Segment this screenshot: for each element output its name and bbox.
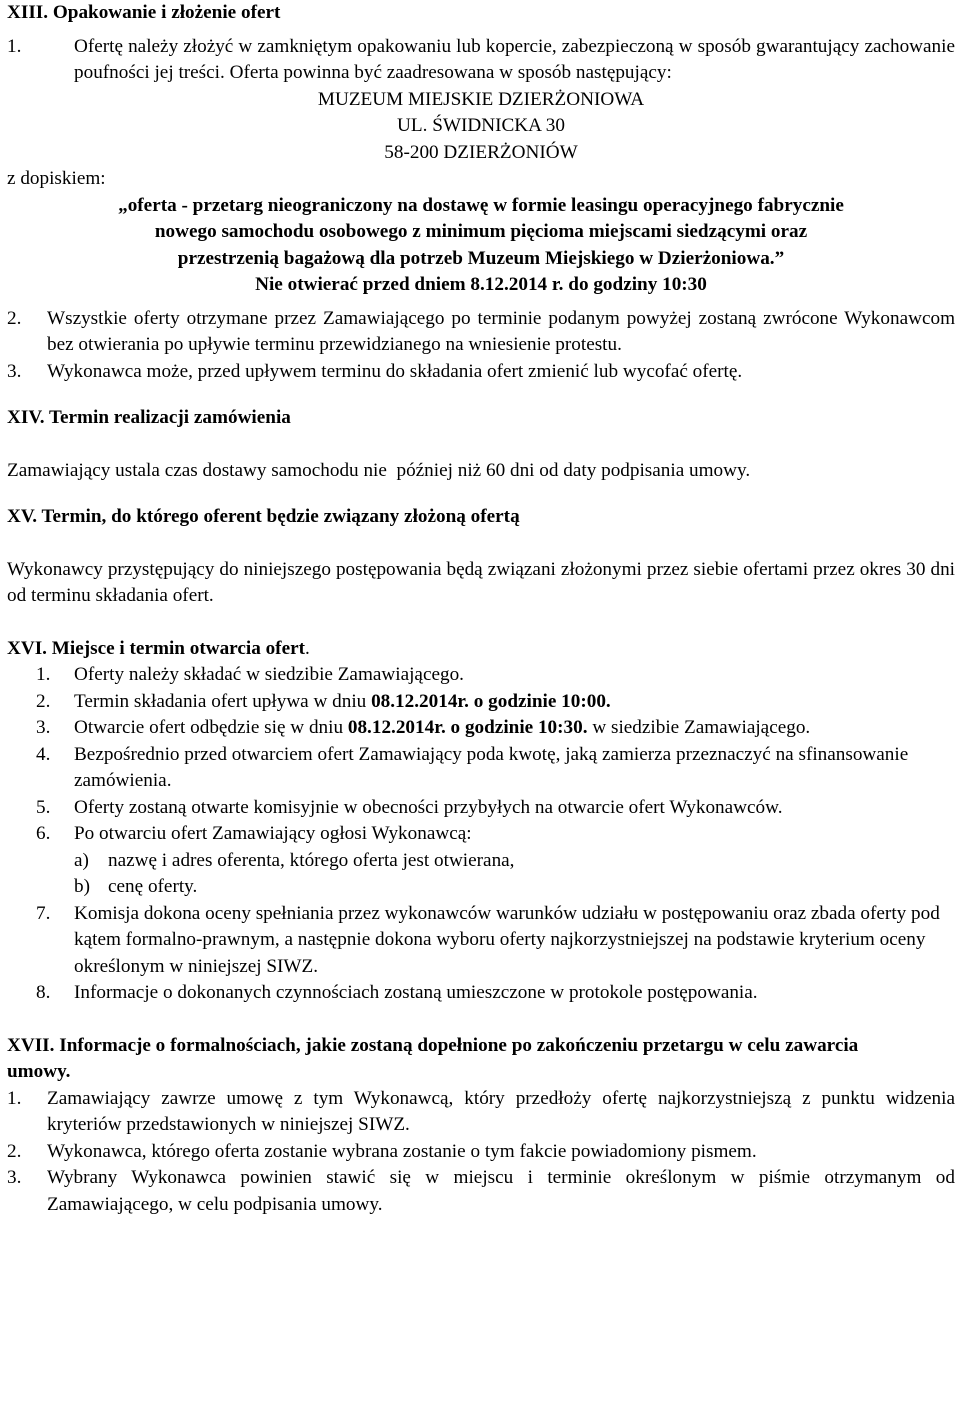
item-text: Termin składania ofert upływa w dniu [74,690,372,712]
item-text: Komisja dokona oceny spełniania przez wykonawców warunków udziału w postępowaniu oraz zbada oferty pod kątem formalno-prawnym, a następnie dokona wyboru oferty najkorzystniejszej na podstawie kryterium oceny określonym w niniejszej SIWZ. [74,902,940,977]
list-number: 2. [36,690,51,712]
list-item [7,1139,955,1166]
section-16-heading [7,636,955,663]
list-number: 4. [36,743,51,765]
item-bold-date: 08.12.2014r. o godzinie 10:00. [371,690,611,712]
sub-list-item [7,848,955,875]
item-text: Otwarcie ofert odbędzie się w dniu [74,717,348,738]
paragraph-text: Ofertę należy złożyć w zamkniętym opakowaniu lub kopercie, zabezpieczoną w sposób gwarantujący zachowanie poufności jej treści. Oferta powinna być zaadresowana w sposób następujący: [74,35,955,83]
address-line-2: UL. ŚWIDNICKA 30 [397,115,565,136]
address-line-1: MUZEUM MIEJSKIE DZIERŻONIOWA [317,88,645,110]
item-text: cenę oferty. [108,876,198,897]
list-number: 2. [7,307,22,329]
list-item [7,1086,955,1139]
item-bold-date: 08.12.2014r. o godzinie 10:30. [347,717,588,738]
section-17-heading: XVII. Informacje o formalnościach, jakie zostaną dopełnione po zakończeniu przetargu w celu zawarcia umowy. [7,1034,859,1082]
list-item [7,689,955,716]
list-item [7,901,955,981]
list-number: 6. [36,823,51,844]
item-text: Zamawiający zawrze umowę z tym Wykonawcą, który przedłoży ofertę najkorzystniejszą z punktu widzenia kryteriów przedstawionych w niniejszej SIWZ. [47,1087,955,1135]
item-text: Informacje o dokonanych czynnościach zostaną umieszczone w protokole postępowania. [74,982,758,1003]
list-number: 1. [7,35,22,57]
note-line-3: przestrzenią bagażową dla potrzeb Muzeum Miejskiego w Dzierżoniowa.” [177,247,785,269]
list-number: 1. [7,1087,22,1109]
item-text: Oferty zostaną otwarte komisyjnie w obecności przybyłych na otwarcie ofert Wykonawców. [74,796,783,818]
list-item [7,795,955,822]
section-16-list [7,662,955,1007]
note-line-1: „oferta - przetarg nieograniczony na dostawę w formie leasingu operacyjnego fabrycznie [118,194,844,216]
note-line-2: nowego samochodu osobowego z minimum pięcioma miejscami siedzącymi oraz [154,221,808,242]
item-text: Bezpośrednio przed otwarciem ofert Zamawiający poda kwotę, jaką zamierza przeznaczyć na sfinansowanie zamówienia. [74,743,909,791]
sub-list-letter: a) [74,849,89,871]
list-item [7,821,955,848]
heading-dot: . [305,637,310,659]
section-15-text: Wykonawcy przystępujący do niniejszego postępowania będą związani złożonymi przez siebie ofertami przez okres 30 dni od terminu składania ofert. [7,558,955,606]
sub-list-letter: b) [74,876,90,897]
list-item [7,662,955,689]
note-label: z dopiskiem: [7,168,106,189]
sub-list-item [7,874,955,901]
paragraph-text: Wszystkie oferty otrzymane przez Zamawiającego po terminie podanym powyżej zostaną zwrócone Wykonawcom bez otwierania po upływie terminu przewidzianego na wniesienie protestu. [47,307,955,355]
list-item [7,1165,955,1218]
heading-text: XVI. Miejsce i termin otwarcia ofert [7,637,305,659]
paragraph-text: Wykonawca może, przed upływem terminu do składania ofert zmienić lub wycofać ofertę. [47,360,743,382]
item-text-after: w siedzibie Zamawiającego. [587,717,811,738]
list-number: 3. [36,717,51,738]
note-line-4: Nie otwierać przed dniem 8.12.2014 r. do godziny 10:30 [255,274,707,295]
list-number: 1. [36,664,51,685]
document-page [7,0,955,1218]
item-text: nazwę i adres oferenta, którego oferta jest otwierana, [108,849,515,871]
section-14-heading: XIV. Termin realizacji zamówienia [7,407,291,428]
list-number: 3. [7,360,22,382]
item-text: Po otwarciu ofert Zamawiający ogłosi Wykonawcą: [74,823,472,844]
list-number: 5. [36,796,51,818]
s13-paragraph-3 [7,359,955,386]
list-number: 8. [36,982,51,1003]
item-text: Wykonawca, którego oferta zostanie wybrana zostanie o tym fakcie powiadomiony pismem. [47,1140,757,1162]
list-item [7,980,955,1007]
address-line-3: 58-200 DZIERŻONIÓW [384,141,578,163]
item-text: Oferty należy składać w siedzibie Zamawiającego. [74,664,464,685]
list-number: 3. [7,1167,22,1188]
list-item [7,715,955,742]
section-14-text: Zamawiający ustala czas dostawy samochodu nie później niż 60 dni od daty podpisania umowy. [7,459,751,481]
list-number: 7. [36,902,51,924]
s13-paragraph-2 [7,306,955,359]
item-text: Wybrany Wykonawca powinien stawić się w miejscu i terminie określonym w piśmie otrzymanym od Zamawiającego, w celu podpisania umowy. [47,1167,955,1215]
section-13-heading: XIII. Opakowanie i złożenie ofert [7,2,281,23]
list-number: 2. [7,1140,22,1162]
s13-paragraph-1 [7,34,955,87]
list-item [7,742,955,795]
section-15-heading: XV. Termin, do którego oferent będzie związany złożoną ofertą [7,506,520,527]
section-17-list [7,1086,955,1219]
